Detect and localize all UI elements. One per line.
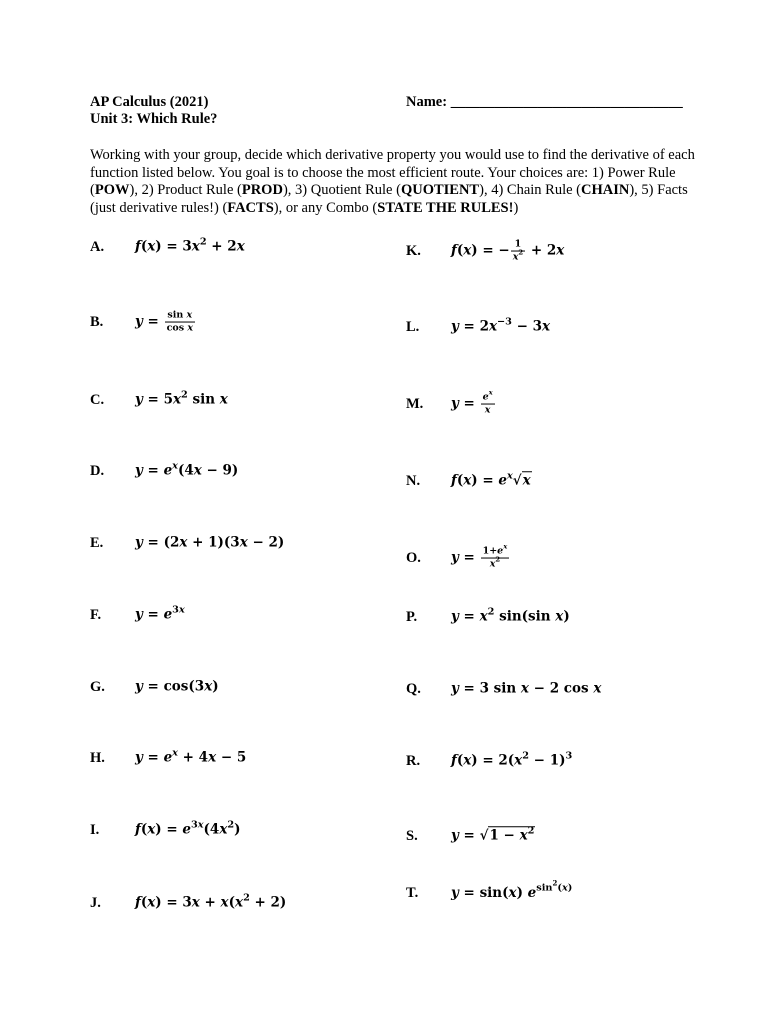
problem-expression: $y = e^x + 4x - 5$ — [135, 746, 247, 766]
problem-expression: $f(x) = e^{3x}(4x^2)$ — [135, 818, 241, 838]
problem-expression: $f(x) = 3x + x(x^2 + 2)$ — [135, 891, 287, 911]
problem-expression: $f(x) = 2(x^2 - 1)^3$ — [451, 749, 573, 769]
problem-expression: y = sin(x) $e^{sin^2(x)}$ — [451, 878, 573, 902]
problem-expression: y = $\frac{e^x}{x}$ — [451, 388, 493, 416]
problem-label: K. — [406, 242, 421, 259]
problem-label: A. — [90, 238, 105, 255]
problem-label: P. — [406, 608, 418, 625]
problem-label: Q. — [406, 680, 421, 697]
name-field-label: Name: ________________________________ — [406, 94, 683, 110]
problem-label: S. — [406, 827, 418, 844]
instructions-paragraph: Working with your group, decide which derivative property you would use to find the derivative of each function listed below. You goal is to choose the most efficient route. Your choices are: 1) Power Rule (POW), 2) Product Rule (PROD), 3) Quotient Rule (QUOTIENT), 4) Chain Rule (CHAIN), 5) Facts (just derivative rules!) (FACTS), or any Combo (STATE THE RULES!) — [90, 147, 695, 216]
problem-expression: y = 3 sin x − 2 cos x — [451, 680, 602, 697]
problem-label: O. — [406, 549, 421, 566]
problem-label: L. — [406, 318, 420, 335]
problem-expression: $f(x) = e^x√x$ — [451, 469, 531, 489]
problem-expression: y = $\frac{\text{sin x}}{\text{cos x}}$ — [135, 309, 194, 334]
problem-expression: $f(x) = 3x^2 + 2x$ — [135, 235, 245, 255]
problem-expression: $y = 2x^{-3} - 3x$ — [451, 315, 551, 335]
problem-expression: y = $\frac{1+e^x}{x^2}$ — [451, 542, 508, 570]
problem-label: E. — [90, 534, 104, 551]
problem-expression: $y = √1 - x^2$ — [451, 824, 535, 844]
problem-expression: $y = x^2$ sin(sin x) — [451, 605, 570, 625]
problem-expression: y = cos(3x) — [135, 678, 219, 695]
problem-expression: $y = 5x^2$ sin x — [135, 388, 228, 408]
problem-expression: f(x) = − $\frac{1}{x^2}$ + 2x — [451, 238, 565, 263]
problem-label: F. — [90, 606, 102, 623]
problem-label: B. — [90, 313, 104, 330]
problem-label: R. — [406, 752, 421, 769]
problem-expression: $y = e^x(4x - 9)$ — [135, 459, 239, 479]
course-title: AP Calculus (2021) — [90, 94, 209, 110]
problem-label: T. — [406, 884, 419, 901]
problem-label: D. — [90, 462, 105, 479]
unit-title: Unit 3: Which Rule? — [90, 111, 218, 127]
problem-label: N. — [406, 472, 421, 489]
problem-label: H. — [90, 749, 105, 766]
problem-label: I. — [90, 821, 100, 838]
problem-expression: $y = e^{3x}$ — [135, 603, 185, 623]
problem-label: M. — [406, 395, 424, 412]
problem-expression: y = (2x + 1)(3x − 2) — [135, 534, 285, 551]
problem-label: C. — [90, 391, 105, 408]
problem-label: G. — [90, 678, 105, 695]
problem-label: J. — [90, 894, 101, 911]
